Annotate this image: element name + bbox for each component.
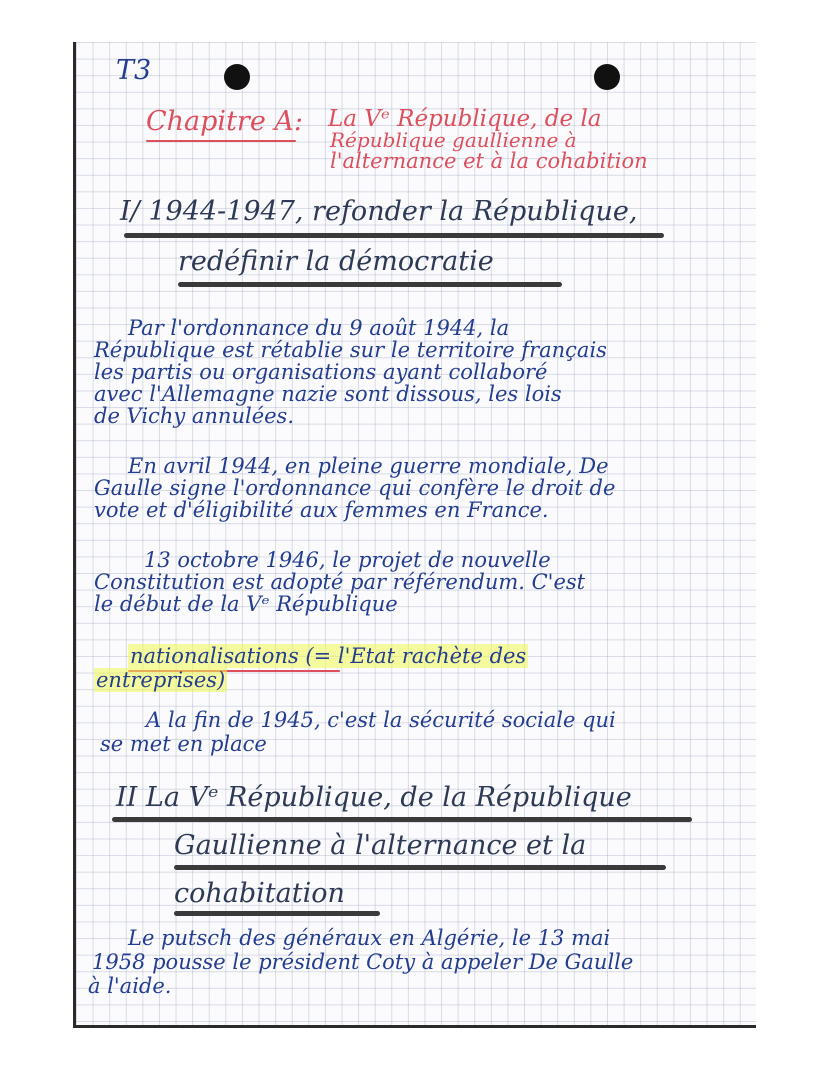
paragraph-4-line-2 xyxy=(94,670,227,691)
paragraph-6-line-2: 1958 pousse le président Coty à appeler De Gaulle xyxy=(92,950,634,974)
paragraph-3-line-3: le début de la Vᵉ République xyxy=(94,592,398,616)
paragraph-4-line-1 xyxy=(128,646,528,667)
section-1-heading-line-2: redéfinir la démocratie xyxy=(178,246,494,277)
section-1-heading-line-1: I/ 1944-1947, refonder la République, xyxy=(120,196,638,227)
chapter-title-line-1: La Vᵉ République, de la xyxy=(328,106,602,132)
chapter-title-line-3: l'alternance et à la cohabition xyxy=(330,149,648,173)
paragraph-2-line-3: vote et d'éligibilité aux femmes en France. xyxy=(94,498,549,522)
paragraph-3-line-2: Constitution est adopté par référendum. C'est xyxy=(94,570,586,594)
highlight-entreprises: entreprises) xyxy=(96,668,226,692)
paragraph-1-line-5: de Vichy annulées. xyxy=(94,404,295,428)
paragraph-1-line-1: Par l'ordonnance du 9 août 1944, la xyxy=(128,316,510,340)
highlight-nationalisations: nationalisations (= l'Etat rachète des xyxy=(130,644,527,668)
punch-hole-right xyxy=(594,64,620,90)
section-2-underline-2 xyxy=(174,865,666,870)
paragraph-3-line-1: 13 octobre 1946, le projet de nouvelle xyxy=(144,548,551,572)
section-1-underline-1 xyxy=(124,233,664,238)
section-2-heading-line-1: II La Vᵉ République, de la République xyxy=(116,782,632,813)
section-1-underline-2 xyxy=(178,282,562,287)
notebook-page xyxy=(73,42,756,1028)
chapter-label: Chapitre A: xyxy=(146,106,303,137)
paragraph-2-line-1: En avril 1944, en pleine guerre mondiale, De xyxy=(128,454,609,478)
paragraph-5-line-2: se met en place xyxy=(100,732,267,756)
paragraph-2-line-2: Gaulle signe l'ordonnance qui confère le droit de xyxy=(94,476,616,500)
section-2-heading-line-2: Gaullienne à l'alternance et la xyxy=(174,830,587,861)
page-tag: T3 xyxy=(116,55,152,86)
paragraph-1-line-2: République est rétablie sur le territoire français xyxy=(94,338,607,362)
section-2-underline-3 xyxy=(174,911,380,916)
paragraph-1-line-3: les partis ou organisations ayant collaboré xyxy=(94,360,548,384)
paragraph-6-line-3: à l'aide. xyxy=(88,974,172,998)
paragraph-1-line-4: avec l'Allemagne nazie sont dissous, les lois xyxy=(94,382,562,406)
chapter-title-line-2: République gaullienne à xyxy=(330,128,577,152)
paragraph-6-line-1: Le putsch des généraux en Algérie, le 13 mai xyxy=(128,926,611,950)
section-2-underline-1 xyxy=(112,817,692,822)
chapter-underline xyxy=(146,140,296,142)
section-2-heading-line-3: cohabitation xyxy=(174,878,345,909)
punch-hole-left xyxy=(224,64,250,90)
paragraph-5-line-1: A la fin de 1945, c'est la sécurité sociale qui xyxy=(146,708,616,732)
